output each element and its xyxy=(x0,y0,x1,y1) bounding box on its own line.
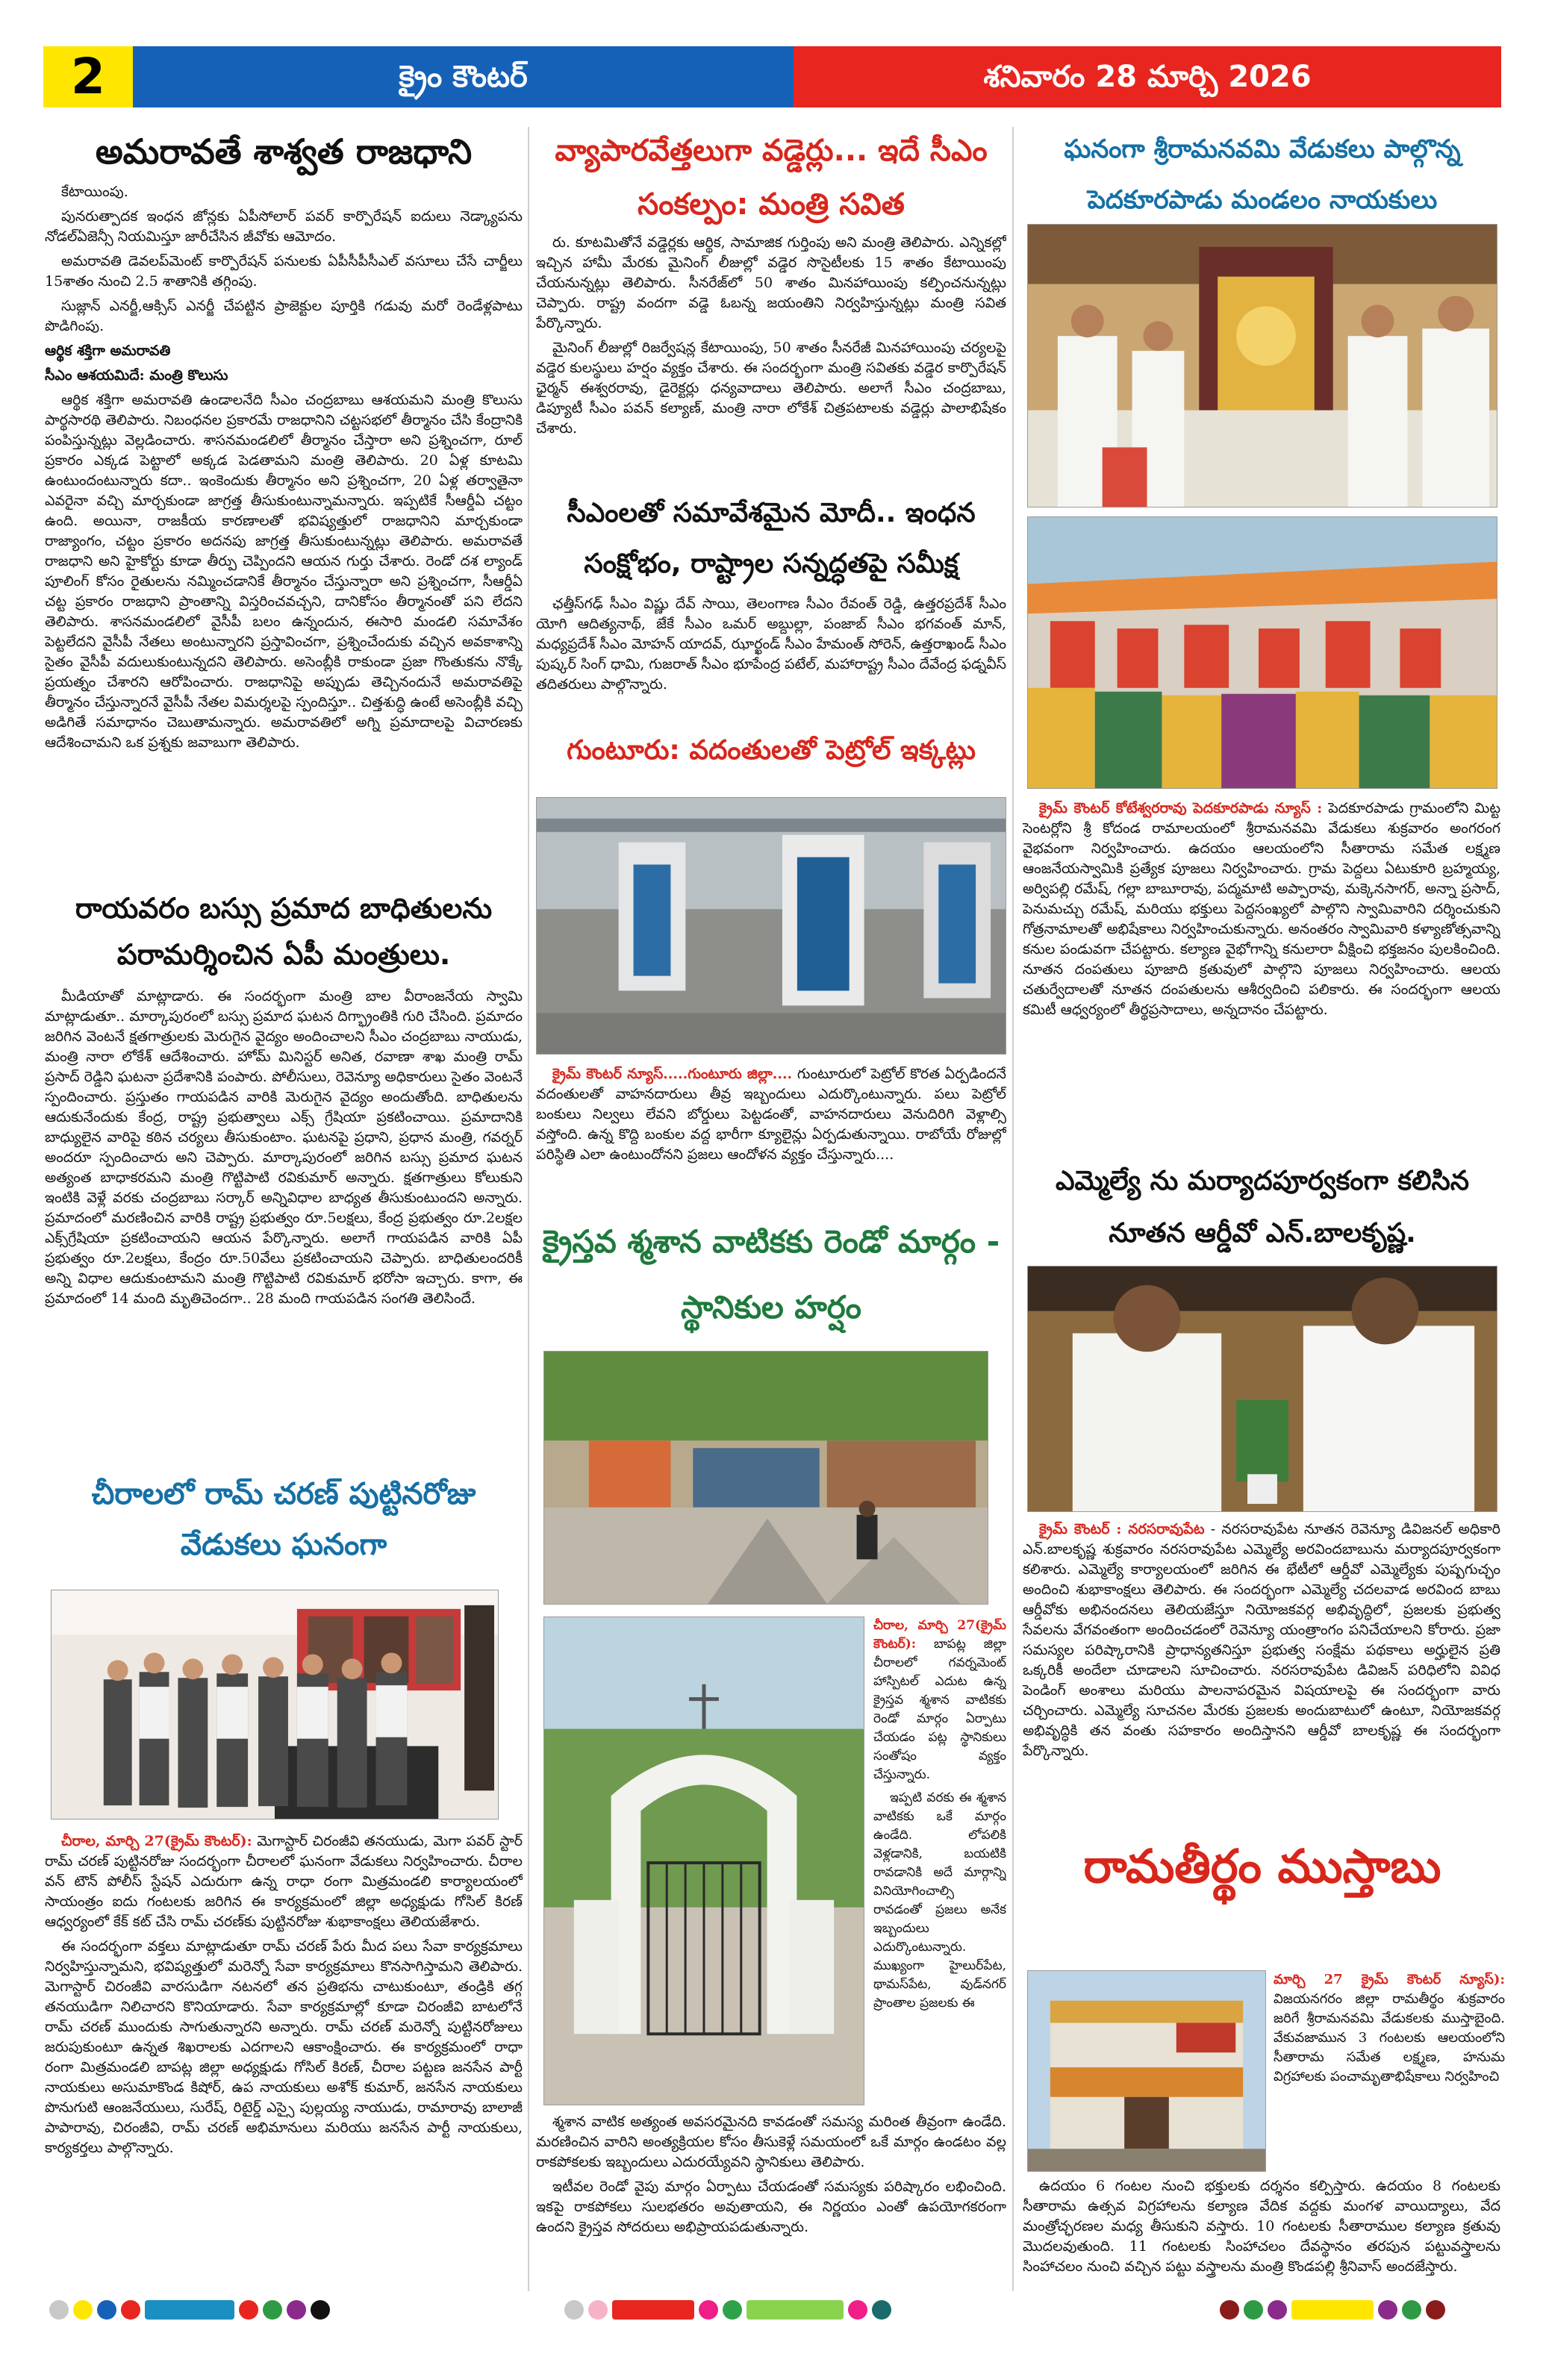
headline-modi-meeting: సీఎంలతో సమావేశమైన మోదీ.. ఇంధన సంక్షోభం, రాష్ట్రాల సన్నద్ధతపై సమీక్ష xyxy=(567,498,976,579)
paragraph xyxy=(1023,1519,1500,1761)
paragraph: ఆర్థిక శక్తిగా అమరావతి ఉండాలనేది సీఎం చంద్రబాబు ఆశయమని మంత్రి కొలుసు పార్థసారథి తెలిపారు. నిబంధనల ప్రకారమే రాజధానిని చట్టసభలో తీర్మానం చేసి కేంద్రానికి పంపిస్తున్నట్లు వెల్లడించారు. శాసనమండలిలో తీర్మానం చేస్తారా అని ప్రశ్నించగా, రూల్ ప్రకారం ఎక్కడ పెట్టాలో అక్కడ పెడతామని మంత్రి తెలిపారు. 20 ఏళ్ల కూటమి ఉంటుందంటున్నారు కదా.. ఇంకెందుకు తీర్మానం అని ప్రశ్నించగా, 20 ఏళ్ల తర్వాతైనా ఎవరైనా వచ్చి మార్చకుండా జాగ్రత్త తీసుకుంటున్నామన్నారు. ఇప్పటికే సీఆర్డీఏ చట్టం ఉంది. అయినా, రాజకీయ కారణాలతో భవిష్యత్తులో రాజధానిని మార్చకుండా రాజ్యాంగం, చట్టం ప్రకారం అదనపు జాగ్రత్త తీసుకుంటున్నట్లు తెలిపారు. అమరావతే రాజధాని అని హైకోర్టు కూడా తీర్పు చెప్పిందని ఆయన గుర్తు చేశారు. రెండో దశ ల్యాండ్ పూలింగ్ కోసం రైతులను నమ్మించడానికే తీర్మానం చేస్తున్నారా అని ప్రశ్నించగా, సీఆర్డీఏ చట్ట ప్రకారం రాజధాని ప్రాంతాన్ని విస్తరించవచ్చని, దానికోసం తీర్మానంతో పని లేదని తెలిపారు. శాసనమండలిలో వైసీపీ బలం ఉన్నందున, ఈసారి మండలి సమావేశం పెట్టలేదని వైసీపీ నేతలు అంటున్నారని ప్రస్తావించగా, ప్రశ్నించేందుకు వచ్చిన అవకాశాన్ని సైతం వైసీపీ వదులుకుంటున్నదని తెలిపారు. అసెంబ్లీకి రాకుండా ప్రజా గొంతుకను నొక్కే ప్రయత్నం చేశారని ఆరోపించారు. రాజధానిపై అప్పుడు తెచ్చినందునే అమరావతిపై తీర్మానం చేస్తున్నారనే వైసీపీ నేతల విమర్శలపై స్పందిస్తూ.. చిత్తశుద్ధి ఉంటే అసెంబ్లీకి వచ్చి అడిగితే సమాధానం చెబుతామన్నారు. అమరావతిలో అగ్ని ప్రమాదాలపై విచారణకు ఆదేశించామని ఒక ప్రశ్నకు జవాబుగా తెలిపారు. xyxy=(45,392,523,751)
dateline: క్రైమ్ కౌంటర్ న్యూస్.....గుంటూరు జిల్లా.... xyxy=(552,1066,793,1082)
footer-color-strip-center xyxy=(564,2300,891,2320)
article-vaddera xyxy=(536,233,1006,494)
headline-sriramanavami: ఘనంగా శ్రీరామనవమి వేడుకలు పాల్గొన్న పెదకూరపాడు మండలం నాయకులు xyxy=(1064,134,1461,215)
column-divider xyxy=(1012,127,1014,2291)
color-bar xyxy=(1291,2300,1374,2320)
color-dot xyxy=(872,2300,891,2320)
color-dot xyxy=(1220,2300,1239,2320)
masthead-title: క్రైం కౌంటర్ xyxy=(133,46,794,107)
headline-guntur-petrol: గుంటూరు: వదంతులతో పెట్రోల్ ఇక్కట్లు xyxy=(567,735,976,766)
color-bar xyxy=(746,2300,844,2320)
photo-petrol-bunk xyxy=(536,797,1006,1055)
color-dot xyxy=(97,2300,116,2320)
headline-vaddera: వ్యాపారవేత్తలుగా వడ్డెర్లు... ఇదే సీఎం సంకల్పం: మంత్రి సవిత xyxy=(555,134,988,222)
article-ramatheertham xyxy=(1023,2176,1500,2296)
headline-ramatheertham: రామతీర్థం ముస్తాబు xyxy=(1083,1839,1441,1893)
article-guntur-petrol xyxy=(536,1064,1006,1214)
dateline: చీరాల, మార్చి 27(క్రైమ్ కౌంటర్): xyxy=(61,1833,252,1849)
paragraph: పునరుత్పాదక ఇంధన జోన్లకు ఏపీసోలార్ పవర్ కార్పొరేషన్ ఐదులు నెడ్క్యాపను నోడల్‌ఏజెన్సీ నియమిస్తూ జారీచేసిన జీవోకు ఆమోదం. xyxy=(45,208,523,245)
subheading: ఆర్థిక శక్తిగా అమరావతి xyxy=(45,343,171,359)
photo-cemetery-gate xyxy=(543,1617,864,2105)
article-ramatheertham-side xyxy=(1274,1970,1505,2172)
color-dot xyxy=(49,2300,69,2320)
footer-color-strip-right xyxy=(1220,2300,1445,2320)
article-cemetery-road xyxy=(536,2112,1006,2299)
masthead-date: శనివారం 28 మార్చి 2026 xyxy=(794,46,1501,107)
paragraph xyxy=(873,1617,1006,1784)
color-dot xyxy=(1244,2300,1263,2320)
color-dot xyxy=(73,2300,93,2320)
photo-ramatheertham-temple xyxy=(1027,1970,1266,2172)
paragraph-text: - నరసరావుపేట నూతన రెవెన్యూ డివిజనల్ అధికారి ఎన్.బాలకృష్ణ శుక్రవారం నరసరావుపేట ఎమ్మెల్యే అరవిందబాబును మర్యాదపూర్వకంగా కలిశారు. ఎమ్మెల్యే కార్యాలయంలో జరిగిన ఈ భేటీలో ఆర్డీవో ఎమ్మెల్యేకు పుష్పగుచ్ఛం అందించి శుభాకాంక్షలు తెలిపారు. ఈ సందర్భంగా ఎమ్మెల్యే చదలవాడ అరవింద బాబు ఆర్డీవోకు అభినందనలు తెలియజేస్తూ నియోజకవర్గ అభివృద్ధిలో, ప్రజలకు ప్రభుత్వ సేవలను వేగవంతంగా అందించడంలో రెవెన్యూ యంత్రాంగం పనిచేయాలని కోరారు. ప్రజా సమస్యల పరిష్కారానికి ప్రాధాన్యతనిస్తూ ప్రభుత్వ సంక్షేమ పథకాలు అర్హులైన ప్రతి ఒక్కరికీ అందేలా చూడాలని సూచించారు. నరసరావుపేట డివిజన్ పరిధిలోని వివిధ పెండింగ్ అంశాలు మరియు పాలనాపరమైన విషయాలపై ఈ సందర్భంగా వారు చర్చించారు. ఎమ్మెల్యే సూచనల మేరకు ప్రజలకు అందుబాటులో ఉంటూ, నియోజకవర్గ అభివృద్ధికి తన వంతు సహకారం అందిస్తానని ఆర్డీవో బాలకృష్ణ ఈ సందర్భంగా పేర్కొన్నారు. xyxy=(1023,1521,1500,1759)
color-dot xyxy=(311,2300,330,2320)
dateline: మార్చి 27 క్రైమ్ కౌంటర్ న్యూస్): xyxy=(1274,1972,1505,1987)
article-rdo-meets-mla xyxy=(1023,1519,1500,1818)
headline-cemetery-road: క్రైస్తవ శ్మశాన వాటికకు రెండో మార్గం - స్థానికుల హర్షం xyxy=(542,1223,1000,1325)
paragraph: ఇటీవల రెండో వైపు మార్గం ఏర్పాటు చేయడంతో సమస్యకు పరిష్కారం లభించింది. ఇకపై రాకపోకలు సులభతరం అవుతాయని, ఈ నిర్ణయం ఎంతో ఉపయోగకరంగా ఉందని క్రైస్తవ సోదరులు అభిప్రాయపడుతున్నారు. xyxy=(536,2178,1006,2235)
article-bus-accident xyxy=(45,987,523,1457)
paragraph-text: బాపట్ల జిల్లా చీరాలలో గవర్నమెంట్ హాస్పిటల్ ఎదుట ఉన్న క్రైస్తవ శ్మశాన వాటికకు రెండో మార్గం ఏర్పాటు చేయడం పట్ల స్థానికులు సంతోషం వ్యక్తం చేస్తున్నారు. xyxy=(873,1637,1006,1782)
photo-cemetery-road-work xyxy=(543,1351,988,1605)
dateline: క్రైమ్ కౌంటర్ : నరసరావుపేట xyxy=(1039,1521,1205,1537)
color-dot xyxy=(1426,2300,1445,2320)
color-bar xyxy=(145,2300,234,2320)
color-dot xyxy=(1378,2300,1397,2320)
paragraph-text: మెగాస్టార్ చిరంజీవి తనయుడు, మెగా పవర్ స్టార్ రామ్ చరణ్ పుట్టినరోజు సందర్భంగా చీరాలలో ఘనంగా వేడుకలు నిర్వహించారు. చీరాల వన్ టౌన్ పోలీస్ స్టేషన్ ఎదురుగా ఉన్న రాధా రంగా మిత్రమండలి కార్యాలయంలో సాయంత్రం ఐదు గంటలకు జరిగిన ఈ కార్యక్రమంలో జిల్లా అధ్యక్షుడు గోసిల్ కిరణ్ ఆధ్వర్యంలో కేక్ కట్ చేసి రామ్ చరణ్‌కు పుట్టినరోజు శుభాకాంక్షలు తెలియజేశారు. xyxy=(45,1833,523,1930)
headline-rdo-meets-mla: ఎమ్మెల్యే ను మర్యాదపూర్వకంగా కలిసిన నూతన ఆర్డీవో ఎన్.బాలకృష్ణ. xyxy=(1055,1166,1470,1249)
color-dot xyxy=(564,2300,584,2320)
paragraph: అమరావతి డెవలప్‌మెంట్ కార్పొరేషన్ పనులకు ఏపీసీపీసీఎల్ వసూలు చేసే చార్జీలు 15శాతం నుంచి 2.5 శాతానికి తగ్గింపు. xyxy=(45,253,523,290)
paragraph xyxy=(1274,1970,1505,2087)
article-ram-charan xyxy=(45,1831,523,2287)
paragraph: ఇప్పటి వరకు ఈ శ్మశాన వాటికకు ఒకే మార్గం ఉండేది. లోపలికి వెళ్లడానికి, బయటికి రావడానికి అదే మార్గాన్ని వినియోగించాల్సి రావడంతో ప్రజలు అనేక ఇబ్బందులు ఎదుర్కొంటున్నారు. ముఖ్యంగా హైలుర్‌పేట, థామస్‌పేట, వుడ్‌నగర్ ప్రాంతాల ప్రజలకు ఈ xyxy=(873,1790,1006,2011)
color-dot xyxy=(723,2300,742,2320)
color-dot xyxy=(287,2300,306,2320)
paragraph xyxy=(45,1831,523,1932)
photo-devotees-gathering xyxy=(1027,516,1497,789)
color-dot xyxy=(1268,2300,1287,2320)
article-cemetery-side xyxy=(873,1617,1006,2105)
photo-temple-puja xyxy=(1027,224,1497,507)
headline-ram-charan: చీరాలలో రామ్ చరణ్ పుట్టినరోజు వేడుకలు ఘనంగా xyxy=(91,1477,476,1562)
subheading: సీఎం ఆశయమిదే: మంత్రి కొలుసు xyxy=(45,367,228,384)
paragraph: ఈ సందర్భంగా వక్తలు మాట్లాడుతూ రామ్ చరణ్ పేరు మీద పలు సేవా కార్యక్రమాలు నిర్వహిస్తున్నామని, భవిష్యత్తులో మరెన్నో సేవా కార్యక్రమాలు కొనసాగిస్తామని తెలిపారు. మెగాస్టార్ చిరంజీవి వారసుడిగా నటనలో తన ప్రతిభను చాటుకుంటూ, తండ్రికి తగ్గ తనయుడిగా నిలిచారని కొనియాడారు. సేవా కార్యక్రమాల్లో కూడా చిరంజీవి బాటలోనే రామ్ చరణ్ ముందుకు సాగుతున్నారని అన్నారు. రామ్ చరణ్ మరెన్నో పుట్టినరోజులు జరుపుకుంటూ ఉన్నత శిఖరాలకు ఎదగాలని ఆకాంక్షించారు. ఈ కార్యక్రమంలో రాధా రంగా మిత్రమండలి బాపట్ల జిల్లా అధ్యక్షుడు గోసిల్ కిరణ్, చీరాల పట్టణ జనసేన పార్టీ నాయకులు అసుమాకొండ కిషోర్, ఉప నాయకులు అశోక్ కుమార్, జనసేన నాయకులు పొనుగుటి ఆంజనేయులు, సురేష్, రిటైర్డ్ ఎస్సై పుల్లయ్య నాయుడు, రామారావు బాలాజీ పాపారావు, చిరంజీవి, రామ్ చరణ్ అభిమానులు మరియు జనసేన పార్టీ నాయకులు, కార్యకర్తలు పాల్గొన్నారు. xyxy=(45,1938,523,2156)
article-amaravati xyxy=(45,182,523,876)
color-dot xyxy=(263,2300,282,2320)
color-dot xyxy=(1402,2300,1421,2320)
photo-ram-charan-birthday xyxy=(51,1590,499,1820)
dateline: చీరాల, మార్చి 27(క్రైమ్ కౌంటర్): xyxy=(873,1618,1006,1652)
column-divider xyxy=(528,127,529,2291)
color-dot xyxy=(239,2300,258,2320)
color-bar xyxy=(612,2300,694,2320)
paragraph: మైనింగ్ లీజుల్లో రిజర్వేషన్ల కేటాయింపు, 50 శాతం సీనరేజీ మినహాయింపు చర్యలపై వడ్డెర కులస్థులు హర్షం వ్యక్తం చేశారు. ఈ సందర్భంగా మంత్రి సవితకు వడ్డెర కార్పొరేషన్ ఛైర్మన్ ఈశ్వరరావు, డైరెక్టర్లు ధన్యవాదాలు తెలిపారు. అలాగే సీఎం చంద్రబాబు, డిప్యూటీ సీఎం పవన్ కల్యాణ్, మంత్రి నారా లోకేశ్ చిత్రపటాలకు వడ్డెర్లు పాలాభిషేకం చేశారు. xyxy=(536,340,1006,437)
paragraph: సుజ్లాన్ ఎనర్జీ,ఆక్సిస్ ఎనర్జీ చేపట్టిన ప్రాజెక్టుల పూర్తికి గడువు మరో రెండేళ్లపాటు పొడిగింపు. xyxy=(45,298,523,334)
dateline: క్రైమ్ కౌంటర్ కోటేశ్వరరావు పెదకూరపాడు న్యూస్ : xyxy=(1039,800,1323,816)
footer-color-strip-left xyxy=(49,2300,330,2320)
headline-bus-accident: రాయవరం బస్సు ప్రమాద బాధితులను పరామర్శించిన ఏపీ మంత్రులు. xyxy=(75,892,493,971)
paragraph xyxy=(1023,799,1500,1020)
paragraph-text: గుంటూరులో పెట్రోల్ కొరత ఏర్పడిందనే వదంతులతో వాహనదారులు తీవ్ర ఇబ్బందులు ఎదుర్కొంటున్నారు. పలు పెట్రోల్ బంకులు నిల్వలు లేవని బోర్డులు పెట్టడంతో, వాహనదారులు వెనుదిరిగి వెళ్లాల్సి వస్తోంది. ఉన్న కొద్ది బంకుల వద్ద భారీగా క్యూలైన్లు ఏర్పడుతున్నాయి. రాబోయే రోజుల్లో పరిస్థితి ఎలా ఉంటుందోనని ప్రజలు ఆందోళన వ్యక్తం చేస్తున్నారు.... xyxy=(536,1066,1006,1163)
color-dot xyxy=(699,2300,718,2320)
paragraph: కేటాయింపు. xyxy=(61,184,128,200)
article-modi-meeting xyxy=(536,594,1006,728)
photo-rdo-mla-meeting xyxy=(1027,1266,1497,1512)
article-sriramanavami xyxy=(1023,799,1500,1142)
paragraph: ఉదయం 6 గంటల నుంచి భక్తులకు దర్శనం కల్పిస్తారు. ఉదయం 8 గంటలకు సీతారామ ఉత్సవ విగ్రహాలను కల్యాణ వేదిక వద్దకు మంగళ వాయిద్యాలు, వేద మంత్రోచ్ఛరణల మధ్య తీసుకుని వస్తారు. 10 గంటలకు సీతారాముల కల్యాణ క్రతువు మొదలవుతుంది. 11 గంటలకు సింహాచలం దేవస్థానం తరపున పట్టువస్త్రాలను సింహాచలం నుంచి వచ్చిన పట్టు వస్త్రాలను మంత్రి కొండపల్లి శ్రీనివాస్ అందజేస్తారు. xyxy=(1023,2178,1500,2275)
paragraph: ఛత్తీస్‌గఢ్ సీఎం విష్ణు దేవ్ సాయి, తెలంగాణ సీఎం రేవంత్ రెడ్డి, ఉత్తరప్రదేశ్ సీఎం యోగి ఆదిత్యనాథ్, జేకే సీఎం ఒమర్ అబ్దుల్లా, పంజాబ్ సీఎం భగవంత్ మాన్, మధ్యప్రదేశ్ సీఎం మోహన్ యాదవ్, ఝార్ఖండ్ సీఎం హేమంత్ సోరెన్, ఉత్తరాఖండ్ సీఎం పుష్కర్ సింగ్ ధామి, గుజరాత్ సీఎం భూపేంద్ర పటేల్, మహారాష్ట్ర సీఎం దేవేంద్ర ఫడ్నవీస్ తదితరులు పాల్గొన్నారు. xyxy=(536,596,1006,693)
page-number: 2 xyxy=(43,46,133,107)
paragraph: శ్మశాన వాటిక అత్యంత అవసరమైనది కావడంతో సమస్య మరింత తీవ్రంగా ఉండేది. మరణించిన వారిని అంత్యక్రియల కోసం తీసుకెళ్లే సమయంలో ఒకే మార్గం ఉండటం వల్ల రాకపోకలకు ఇబ్బందులు ఎదురయ్యేవని స్థానికులు తెలిపారు. xyxy=(536,2114,1006,2170)
paragraph-text: పెదకూరపాడు గ్రామంలోని మిట్ట సెంటర్లోని శ్రీ కోదండ రామాలయంలో శ్రీరామనవమి వేడుకలు శుక్రవారం అంగరంగ వైభవంగా నిర్వహించారు. ఉదయం ఆలయంలోని సీతారామ సమేత లక్ష్మణ ఆంజనేయస్వామికి ప్రత్యేక పూజలు నిర్వహించారు. గ్రామ పెద్దలు ఏటుకూరి బ్రహ్మయ్య, అర్విపల్లి రమేష్, గల్లా బాబూరావు, పద్మమాటి అప్పారావు, మక్కెనసాగర్, అన్నా ప్రసాద్, పెనుమచ్చు రమేష్, మరియు భక్తులు పెద్దసంఖ్యలో పాల్గొని స్వామివారిని దర్శించుకుని గోత్రనామాలతో అభిషేకాలు నిర్వహించుకున్నారు. అనంతరం స్వామివారి కళ్యాణోత్సవాన్ని కనుల పండువగా చేపట్టారు. కల్యాణ వైభోగాన్ని కనులారా వీక్షించి భక్తజనం పులకించింది. నూతన దంపతులు పూజాది క్రతువులో పాల్గొని పూజలు నిర్వహించారు. ఆలయ చతుర్వేదాలతో నూతన దంపతులను ఆశీర్వదించి పలికారు. ఈ సందర్భంగా ఆలయ కమిటీ ఆధ్వర్యంలో తీర్థప్రసాదాలు, అన్నదానం చేపట్టారు. xyxy=(1023,800,1500,1018)
paragraph xyxy=(536,1064,1006,1165)
color-dot xyxy=(121,2300,140,2320)
color-dot xyxy=(848,2300,867,2320)
headline-amaravati: అమరావతే శాశ్వత రాజధాని xyxy=(95,131,473,172)
paragraph: మీడియాతో మాట్లాడారు. ఈ సందర్భంగా మంత్రి బాల వీరాంజనేయ స్వామి మాట్లాడుతూ.. మార్కాపురంలో బస్సు ప్రమాద ఘటన దిగ్భ్రాంతికి గురి చేసింది. ప్రమాదం జరిగిన వెంటనే క్షతగాత్రులకు మెరుగైన వైద్యం అందించాలని సీఎం చంద్రబాబు నాయుడు, మంత్రి నారా లోకేశ్ ఆదేశించారు. హోమ్ మినిస్టర్ అనిత, రవాణా శాఖ మంత్రి రామ్ ప్రసాద్ రెడ్డిని ఘటనా ప్రదేశానికి పంపారు. పోలీసులు, రెవెన్యూ అధికారులు సైతం వెంటనే స్పందించారు. ప్రస్తుతం గాయపడిన వారికి మెరుగైన వైద్యం అందుతోంది. బాధితులను ఆదుకునేందుకు కేంద్ర, రాష్ట్ర ప్రభుత్వాలు ఎక్స్ గ్రేషియా ప్రకటించాయి. ప్రమాదానికి బాధ్యులైన వారిపై కఠిన చర్యలు తీసుకుంటాం. ఘటనపై ప్రధాని, ప్రధాన మంత్రి, గవర్నర్ అందరూ స్పందించారు అని చెప్పారు. మార్కాపురంలో జరిగిన బస్సు ప్రమాద ఘటన అత్యంత బాధాకరమని మంత్రి గొట్టిపాటి రవికుమార్ అన్నారు. క్షతగాత్రులు కోలుకుని ఇంటికి వెళ్లే వరకు చంద్రబాబు సర్కార్ అన్నివిధాల బాధ్యత తీసుకుంటుందని అన్నారు. ప్రమాదంలో మరణించిన వారికి రాష్ట్ర ప్రభుత్వం రూ.5లక్షలు, కేంద్ర ప్రభుత్వం రూ.2లక్షల ఎక్స్‌గ్రేషియా ప్రకటించాయని ఆయన పేర్కొన్నారు. అలాగే గాయపడిన వారికి ఏపీ ప్రభుత్వం రూ.2లక్షలు, కేంద్రం రూ.50వేలు ప్రకటించాయని చెప్పారు. బాధితులందరికీ అన్ని విధాల ఆదుకుంటామని మంత్రి గొట్టిపాటి రవికుమార్ భరోసా ఇచ్చారు. కాగా, ఈ ప్రమాదంలో 14 మంది మృతిచెందగా.. 28 మంది గాయపడిన సంగతి తెలిసిందే. xyxy=(45,988,523,1307)
color-dot xyxy=(588,2300,608,2320)
paragraph-text: విజయనగరం జిల్లా రామతీర్థం శుక్రవారం జరిగే శ్రీరామనవమి వేడుకలకు ముస్తాబైంది. వేకువజామున 3 గంటలకు ఆలయంలోని సీతారామ సమేత లక్ష్మణ, హనుమ విగ్రహాలకు పంచామృతాభిషేకాలు నిర్వహించి xyxy=(1274,1991,1505,2084)
paragraph: రు. కూటమితోనే వడ్డెర్లకు ఆర్థిక, సామాజిక గుర్తింపు అని మంత్రి తెలిపారు. ఎన్నికల్లో ఇచ్చిన హామీ మేరకు మైనింగ్ లీజుల్లో వడ్డెర సొసైటీలకు 15 శాతం కేటాయింపు చేయనున్నట్లు తెలిపారు. సీనరేజ్‌లో 50 శాతం మినహాయింపు కల్పించనున్నట్లు చెప్పారు. రాష్ట్ర వందగా వడ్డె ఓబన్న జయంతిని నిర్వహిస్తున్నట్లు మంత్రి సవిత పేర్కొన్నారు. xyxy=(536,234,1006,331)
